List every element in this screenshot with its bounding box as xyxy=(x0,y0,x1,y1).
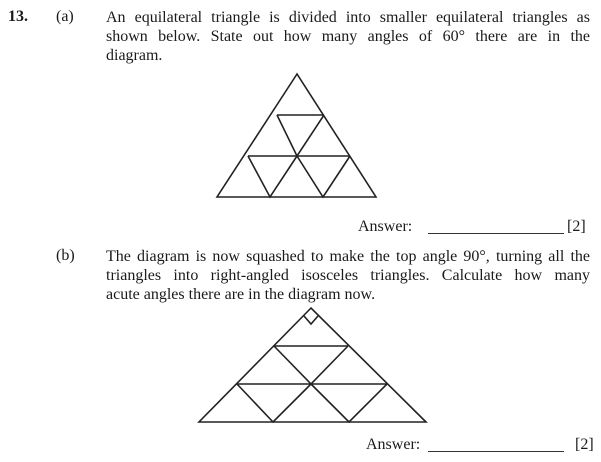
inner-triangle-row-3b-left xyxy=(237,384,311,422)
part-a-marks: [2] xyxy=(567,218,586,235)
inner-triangle-row-3b-right xyxy=(311,384,387,422)
part-a-answer-field[interactable] xyxy=(428,219,564,234)
part-b-answer-field[interactable] xyxy=(428,437,564,452)
part-b-answer-label: Answer: xyxy=(366,436,421,453)
inner-triangle-row-3-right xyxy=(297,156,350,197)
part-b-line-3: acute angles there are in the diagram now. xyxy=(106,286,376,303)
equilateral-triangle-diagram xyxy=(217,74,376,197)
part-b-line-2: triangles into right-angled isosceles triangles. Calculate how many xyxy=(106,267,590,284)
part-b-marks: [2] xyxy=(575,436,594,453)
outer-right-triangle xyxy=(199,308,426,422)
part-b-text xyxy=(106,247,590,304)
right-angled-triangle-diagram xyxy=(199,308,426,422)
right-angle-marker xyxy=(304,316,318,324)
part-b-line-1: The diagram is now squashed to make the top angle 90°, turning all the xyxy=(106,248,590,265)
outer-equilateral-triangle xyxy=(217,74,376,197)
part-a-answer-label: Answer: xyxy=(358,218,413,235)
inner-triangle-row-3-left xyxy=(248,156,297,197)
part-a-line-3: diagram. xyxy=(106,47,163,64)
question-number: 13. xyxy=(8,8,28,25)
part-a-line-2: shown below. State out how many angles of 60° there are in the xyxy=(106,28,590,45)
inner-triangle-row-2b xyxy=(274,346,348,384)
inner-triangle-row-2 xyxy=(277,115,324,156)
part-b-label: (b) xyxy=(56,247,75,264)
part-a-line-1: An equilateral triangle is divided into smaller equilateral triangles as xyxy=(106,9,590,26)
part-a-label: (a) xyxy=(56,8,74,25)
